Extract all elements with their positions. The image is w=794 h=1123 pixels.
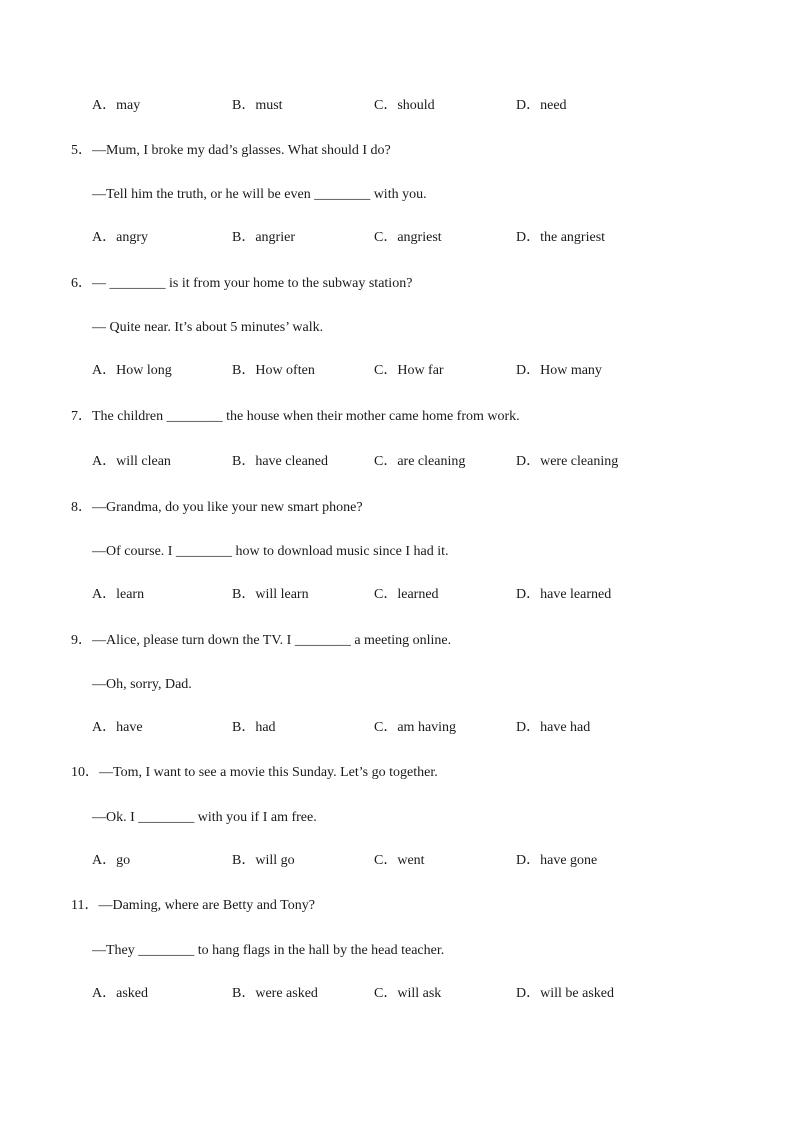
question-stem: 5．—Mum, I broke my dad’s glasses. What should I do? xyxy=(71,143,391,158)
option-c: C．am having xyxy=(374,720,457,735)
option-c: C．learned xyxy=(374,587,439,602)
option-a: A．learn xyxy=(92,587,145,602)
option-c: C．should xyxy=(374,98,435,113)
question-stem: 10．—Tom, I want to see a movie this Sunday. Let’s go together. xyxy=(71,765,438,780)
option-d: D．were cleaning xyxy=(516,454,619,469)
question-stem: 8．—Grandma, do you like your new smart phone? xyxy=(71,500,363,515)
question-stem: 6．— ________ is it from your home to the subway station? xyxy=(71,276,413,291)
option-d: D．need xyxy=(516,98,567,113)
option-b: B．will learn xyxy=(232,587,309,602)
question-stem: 9．—Alice, please turn down the TV. I ________ a meeting online. xyxy=(71,633,452,648)
question-response: —Of course. I ________ how to download music since I had it. xyxy=(92,544,449,559)
question-stem: 11．—Daming, where are Betty and Tony? xyxy=(71,898,315,913)
option-d: D．have had xyxy=(516,720,591,735)
option-a: A．have xyxy=(92,720,143,735)
option-b: B．How often xyxy=(232,363,315,378)
question-response: —Oh, sorry, Dad. xyxy=(92,677,192,692)
option-b: B．were asked xyxy=(232,986,318,1001)
option-d: D．will be asked xyxy=(516,986,614,1001)
option-a: A．asked xyxy=(92,986,148,1001)
option-a: A．go xyxy=(92,853,131,868)
question-stem: 7．The children ________ the house when their mother came home from work. xyxy=(71,409,520,424)
option-a: A．angry xyxy=(92,230,148,245)
option-c: C．How far xyxy=(374,363,444,378)
option-c: C．angriest xyxy=(374,230,442,245)
option-c: C．are cleaning xyxy=(374,454,466,469)
question-response: —Tell him the truth, or he will be even ________ with you. xyxy=(92,187,427,202)
option-b: B．have cleaned xyxy=(232,454,329,469)
option-b: B．must xyxy=(232,98,283,113)
option-a: A．will clean xyxy=(92,454,171,469)
option-d: D．have gone xyxy=(516,853,598,868)
option-d: D．How many xyxy=(516,363,602,378)
option-b: B．angrier xyxy=(232,230,295,245)
option-b: B．had xyxy=(232,720,276,735)
option-d: D．the angriest xyxy=(516,230,606,245)
question-response: —Ok. I ________ with you if I am free. xyxy=(92,810,317,825)
question-response: —They ________ to hang flags in the hall by the head teacher. xyxy=(92,943,445,958)
option-c: C．will ask xyxy=(374,986,442,1001)
question-response: — Quite near. It’s about 5 minutes’ walk. xyxy=(92,320,324,335)
option-c: C．went xyxy=(374,853,425,868)
option-d: D．have learned xyxy=(516,587,612,602)
option-a: A．How long xyxy=(92,363,172,378)
option-a: A．may xyxy=(92,98,141,113)
option-b: B．will go xyxy=(232,853,295,868)
